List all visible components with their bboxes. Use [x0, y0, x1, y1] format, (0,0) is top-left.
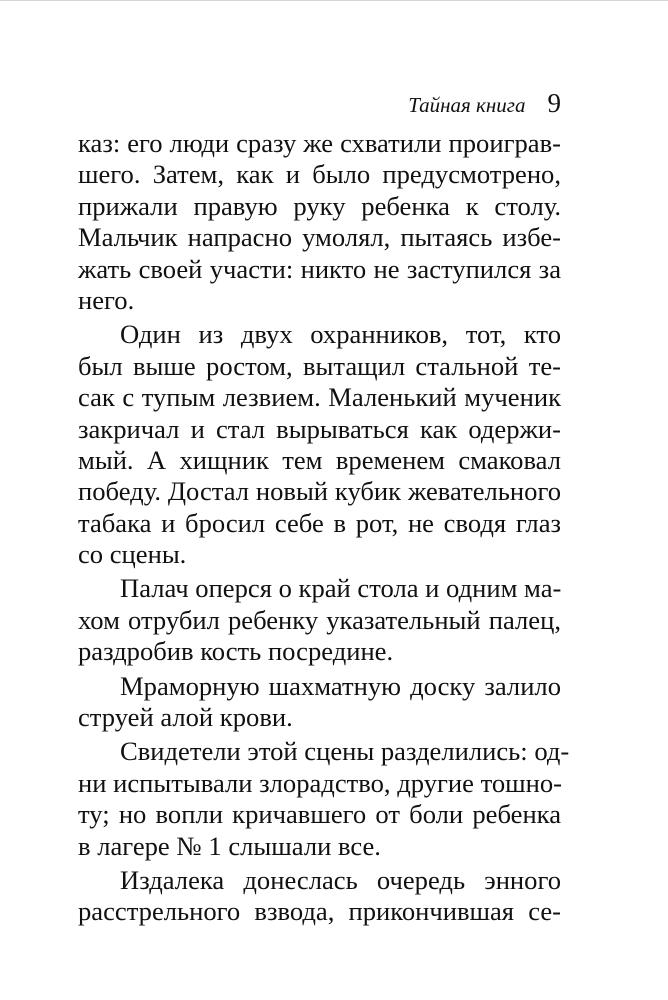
paragraph	[78, 128, 561, 316]
text-line: мый. А хищник тем временем смаковал	[78, 444, 561, 475]
text-line: был выше ростом, вытащил стальной те-	[78, 350, 561, 381]
text-line: шего. Затем, как и было предусмотрено,	[78, 159, 561, 190]
paragraph	[78, 319, 561, 570]
paragraph	[78, 736, 570, 862]
body-text	[78, 128, 570, 928]
text-line: Мальчик напрасно умолял, пытаясь избе-	[78, 222, 561, 253]
text-line: со сцены.	[78, 539, 187, 570]
text-line: ни испытывали злорадство, другие тошно-	[78, 767, 563, 798]
text-line: жать своей участи: никто не заступился за	[78, 253, 561, 284]
text-line: Один из двух охранников, тот, кто	[120, 319, 561, 350]
text-line: Свидетели этой сцены разделились: од-	[120, 736, 570, 767]
paragraph	[78, 865, 561, 928]
text-line: него.	[78, 284, 135, 315]
paragraph	[78, 671, 561, 734]
running-header	[408, 88, 561, 119]
text-line: расстрельного взвода, прикончившая се-	[78, 896, 561, 927]
text-line: струей алой крови.	[78, 702, 293, 733]
text-line: хом отрубил ребенку указательный палец,	[78, 604, 561, 635]
text-line: закричал и стал вырываться как одержи-	[78, 413, 561, 444]
text-line: Мраморную шахматную доску залило	[120, 670, 561, 701]
page-number: 9	[547, 88, 561, 118]
paragraph	[78, 573, 561, 667]
text-line: каз: его люди сразу же схватили проиграв-	[78, 128, 561, 158]
text-line: сак с тупым лезвием. Маленький мученик	[78, 382, 561, 413]
top-border	[0, 0, 668, 1]
text-line: прижали правую руку ребенка к столу.	[78, 190, 561, 221]
text-line: Издалека донеслась очередь энного	[120, 864, 561, 895]
book-title: Тайная книга	[408, 93, 526, 117]
text-line: ту; но вопли кричавшего от боли ребенка	[78, 799, 561, 830]
text-line: раздробив кость посредине.	[78, 636, 394, 667]
text-line: в лагере № 1 слышали все.	[78, 830, 381, 861]
text-line: табака и бросил себе в рот, не сводя глаз	[78, 507, 561, 538]
text-line: победу. Достал новый кубик жевательного	[78, 476, 561, 507]
text-line: Палач оперся о край стола и одним ма-	[120, 573, 562, 604]
